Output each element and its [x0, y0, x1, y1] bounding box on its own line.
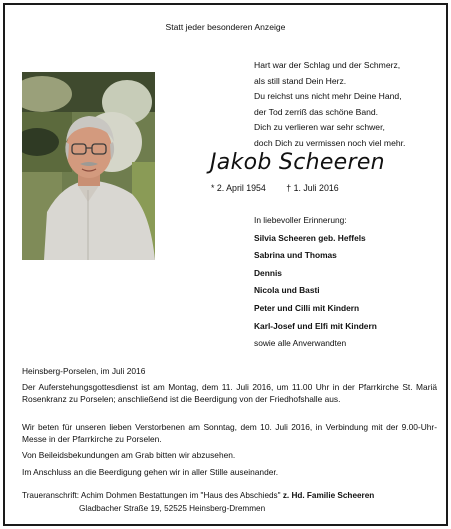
notice-header: Statt jeder besonderen Anzeige [165, 22, 286, 32]
mourners-outro: sowie alle Anverwandten [254, 338, 347, 349]
mourner-name: Dennis [254, 267, 282, 278]
obituary-notice [3, 3, 448, 526]
mourners-list [254, 212, 377, 353]
poem-line: Dich zu verlieren war sehr schwer, [254, 122, 385, 133]
prayer-paragraph: Wir beten für unseren lieben Verstorbenen am Sonntag, dem 10. Juli 2016, in Verbindung mit der 9.00-Uhr-Messe in der Pfarrkirche zu Porselen. [22, 422, 437, 445]
place-date: Heinsberg-Porselen, im Juli 2016 [22, 366, 146, 376]
farewell-note: Im Anschluss an die Beerdigung gehen wir in aller Stille auseinander. [22, 467, 279, 477]
poem [254, 58, 405, 152]
birth-date-text: 2. April 1954 [216, 183, 266, 193]
death-date [286, 183, 338, 193]
death-date-text: 1. Juli 2016 [293, 183, 339, 193]
mourner-name: Peter und Cilli mit Kindern [254, 302, 360, 313]
condolence-note: Von Beileidsbekundungen am Grab bitten wir abzusehen. [22, 450, 236, 460]
portrait-photo [22, 72, 155, 260]
poem-line: Hart war der Schlag und der Schmerz, [254, 60, 401, 70]
death-symbol: † [286, 183, 292, 193]
deceased-name: Jakob Scheeren [210, 150, 385, 175]
correspondence-address [22, 490, 374, 515]
correspondence-label: Traueranschrift: [22, 491, 80, 500]
service-paragraph: Der Auferstehungsgottesdienst ist am Montag, dem 11. Juli 2016, um 11.00 Uhr in der Pfarrkirche St. Mariä Rosenkranz zu Porselen; anschließend ist die Beerdigung von der Friedhofshalle aus. [22, 382, 437, 405]
correspondence-recipient: z. Hd. Familie Scheeren [282, 491, 375, 500]
poem-line: als still stand Dein Herz. [254, 75, 347, 86]
mourners-intro: In liebevoller Erinnerung: [254, 215, 347, 225]
correspondence-line2: Gladbacher Straße 19, 52525 Heinsberg-Dremmen [79, 503, 266, 513]
mourner-name: Silvia Scheeren geb. Heffels [254, 232, 366, 243]
mourner-name: Karl-Josef und Elfi mit Kindern [254, 320, 377, 331]
life-dates [211, 183, 339, 193]
birth-date [211, 183, 266, 193]
mourner-name: Sabrina und Thomas [254, 250, 337, 261]
poem-line: der Tod zerriß das schöne Band. [254, 106, 379, 117]
poem-line: Du reichst uns nicht mehr Deine Hand, [254, 91, 402, 102]
birth-symbol: * [211, 183, 215, 193]
poem-line: doch Dich zu vermissen noch viel mehr. [254, 137, 406, 148]
mourner-name: Nicola und Basti [254, 285, 320, 296]
correspondence-line1: Achim Dohmen Bestattungen im "Haus des Abschieds" [80, 491, 281, 500]
